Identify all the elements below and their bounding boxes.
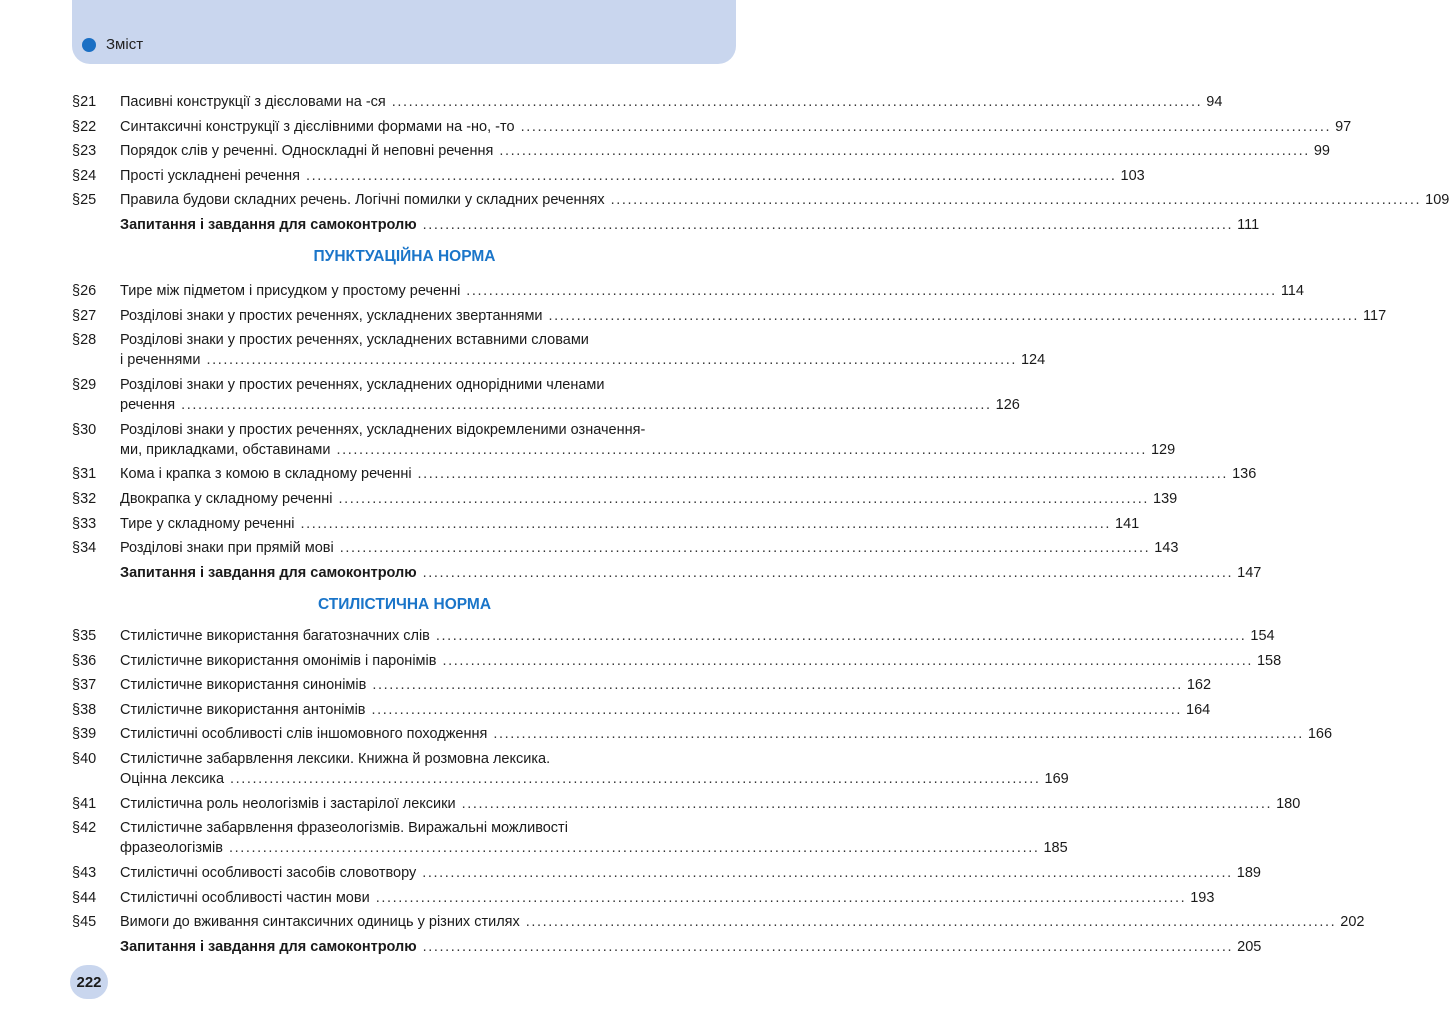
entry-title: Стилістичні особливості частин мови — [120, 889, 370, 906]
dot-leader: ................................................................................................................................................ — [422, 217, 1234, 233]
dot-leader: ................................................................................................................................................ — [181, 396, 992, 413]
entry-title: Запитання і завдання для самоконтролю — [120, 217, 417, 233]
page-ref: 193 — [1190, 889, 1215, 906]
page-ref: 114 — [1280, 283, 1304, 299]
entry-title: Порядок слів у реченні. Односкладні й неповні речення — [120, 143, 494, 160]
page-ref: 136 — [1232, 466, 1257, 483]
dot-leader: ................................................................................................................................................ — [461, 795, 1273, 812]
chapter-header — [72, 0, 736, 64]
dot-leader: ................................................................................................................................................ — [435, 628, 1247, 644]
entry-title: Тире між підметом і присудком у простому реченні — [120, 283, 461, 299]
dot-leader: ................................................................................................................................................ — [339, 540, 1151, 557]
section-number: §36 — [72, 652, 97, 669]
section-number: §21 — [72, 94, 97, 110]
dot-leader: ................................................................................................................................................ — [417, 466, 1229, 483]
page-ref: 141 — [1115, 515, 1140, 532]
page-ref: 117 — [1363, 307, 1387, 324]
dot-leader: ................................................................................................................................................ — [422, 865, 1233, 881]
dot-leader: ................................................................................................................................................ — [466, 283, 1277, 299]
entry-title: Пасивні конструкції з дієсловами на -ся — [120, 94, 386, 110]
section-number: §35 — [72, 628, 97, 644]
page-ref: 143 — [1154, 540, 1179, 557]
entry-title: Стилістична роль неологізмів і застарілої лексики — [120, 795, 456, 812]
page-ref: 169 — [1044, 771, 1069, 787]
entry-title: Двокрапка у складному реченні — [120, 490, 333, 507]
section-number: §39 — [72, 726, 97, 743]
entry-title: Стилістичне використання багатозначних слів — [120, 628, 430, 644]
entry-title: Розділові знаки у простих реченнях, ускладнених однорідними членами — [120, 376, 605, 393]
dot-leader: ................................................................................................................................................ — [338, 490, 1150, 507]
dot-leader: ................................................................................................................................................ — [525, 914, 1337, 931]
entry-title: Стилістичне використання антонімів — [120, 701, 366, 718]
section-number: §30 — [72, 421, 97, 438]
page-ref: 109 — [1425, 192, 1449, 209]
page-ref: 202 — [1340, 914, 1365, 931]
entry-title: Стилістичне забарвлення фразеологізмів. Виражальні можливості — [120, 820, 568, 837]
section-number: §33 — [72, 515, 97, 532]
entry-title: фразеологізмів — [120, 840, 223, 857]
section-number: §22 — [72, 118, 97, 135]
page-ref: 205 — [1237, 938, 1262, 955]
entry-title: речення — [120, 396, 176, 413]
entry-title: Правила будови складних речень. Логічні помилки у складних реченнях — [120, 192, 605, 209]
section-number: §27 — [72, 307, 97, 324]
dot-leader: ................................................................................................................................................ — [610, 192, 1422, 209]
section-number: §43 — [72, 865, 97, 881]
section-number: §38 — [72, 701, 97, 718]
section-number: §32 — [72, 490, 97, 507]
page-ref: 99 — [1313, 143, 1330, 160]
page-ref: 103 — [1120, 167, 1145, 184]
page-ref: 154 — [1250, 628, 1275, 644]
dot-leader: ................................................................................................................................................ — [499, 143, 1310, 160]
page-number: 222 — [76, 973, 102, 991]
entry-title: ми, прикладками, обставинами — [120, 441, 331, 458]
section-number: §42 — [72, 820, 97, 837]
dot-leader: ................................................................................................................................................ — [391, 94, 1203, 110]
section-number: §44 — [72, 889, 97, 906]
dot-leader: ................................................................................................................................................ — [206, 352, 1017, 369]
section-number: §23 — [72, 143, 97, 160]
entry-title: Стилістичні особливості слів іншомовного походження — [120, 726, 488, 743]
entry-title: Стилістичне забарвлення лексики. Книжна й розмовна лексика. — [120, 751, 551, 767]
entry-title: Синтаксичні конструкції з дієслівними формами на -но, -то — [120, 118, 515, 135]
header-title: Зміст — [106, 36, 144, 53]
entry-title: Розділові знаки у простих реченнях, ускладнених відокремленими означення- — [120, 421, 646, 438]
dot-leader: ................................................................................................................................................ — [228, 840, 1040, 857]
entry-title: Стилістичне використання омонімів і паронімів — [120, 652, 437, 669]
page-ref: 111 — [1237, 217, 1260, 233]
page-ref: 147 — [1237, 564, 1262, 581]
page-ref: 185 — [1043, 840, 1068, 857]
section-number: §41 — [72, 795, 97, 812]
page-ref: 94 — [1206, 94, 1223, 110]
section-number: §40 — [72, 751, 97, 767]
page-ref: 124 — [1020, 352, 1046, 369]
dot-leader: ................................................................................................................................................ — [493, 726, 1304, 743]
dot-leader: ................................................................................................................................................ — [520, 118, 1332, 135]
entry-title: Кома і крапка з комою в складному реченні — [120, 466, 412, 483]
page-ref: 189 — [1236, 865, 1261, 881]
dot-leader: ................................................................................................................................................ — [336, 441, 1147, 458]
section-number: §34 — [72, 540, 97, 557]
dot-leader: ................................................................................................................................................ — [442, 652, 1253, 669]
entry-title: Розділові знаки у простих реченнях, ускладнених вставними словами — [120, 332, 589, 349]
entry-title: Розділові знаки у простих реченнях, ускладнених звертаннями — [120, 307, 543, 324]
section-heading: ПУНКТУАЦІЙНА НОРМА — [313, 248, 496, 265]
dot-leader: ................................................................................................................................................ — [305, 167, 1117, 184]
section-number: §37 — [72, 677, 97, 694]
page-number-badge — [70, 965, 108, 999]
entry-title: Оцінна лексика — [120, 771, 225, 787]
dot-leader: ................................................................................................................................................ — [230, 771, 1041, 787]
dot-leader: ................................................................................................................................................ — [375, 889, 1187, 906]
entry-title: Запитання і завдання для самоконтролю — [120, 938, 417, 955]
dot-leader: ................................................................................................................................................ — [422, 938, 1234, 955]
section-heading: СТИЛІСТИЧНА НОРМА — [317, 596, 492, 613]
page-ref: 162 — [1186, 677, 1212, 694]
entry-title: Розділові знаки при прямій мові — [120, 540, 334, 557]
dot-leader: ................................................................................................................................................ — [372, 677, 1183, 694]
dot-leader: ................................................................................................................................................ — [548, 307, 1360, 324]
page-ref: 164 — [1186, 701, 1211, 718]
entry-title: Стилістичні особливості засобів словотвору — [120, 865, 417, 881]
entry-title: Запитання і завдання для самоконтролю — [120, 564, 417, 581]
section-number: §31 — [72, 466, 97, 483]
dot-leader: ................................................................................................................................................ — [371, 701, 1183, 718]
page-ref: 180 — [1276, 795, 1301, 812]
page-ref: 129 — [1150, 441, 1176, 458]
entry-title: і реченнями — [120, 352, 201, 369]
entry-title: Прості ускладнені речення — [120, 167, 300, 184]
section-number: §29 — [72, 376, 97, 393]
entry-title: Стилістичне використання синонімів — [120, 677, 367, 694]
section-number: §25 — [72, 192, 97, 209]
dot-leader: ................................................................................................................................................ — [422, 564, 1234, 581]
page-ref: 166 — [1307, 726, 1333, 743]
dot-leader: ................................................................................................................................................ — [300, 515, 1111, 532]
page-ref: 126 — [995, 396, 1020, 413]
page-ref: 158 — [1256, 652, 1282, 669]
section-number: §28 — [72, 332, 97, 349]
section-number: §45 — [72, 914, 97, 931]
entry-title: Тире у складному реченні — [120, 515, 295, 532]
entry-title: Вимоги до вживання синтаксичних одиниць у різних стилях — [120, 914, 520, 931]
section-number: §24 — [72, 167, 97, 184]
section-number: §26 — [72, 283, 97, 299]
bullet-dot-icon — [82, 38, 96, 52]
page-ref: 139 — [1153, 490, 1178, 507]
page-ref: 97 — [1335, 118, 1352, 135]
